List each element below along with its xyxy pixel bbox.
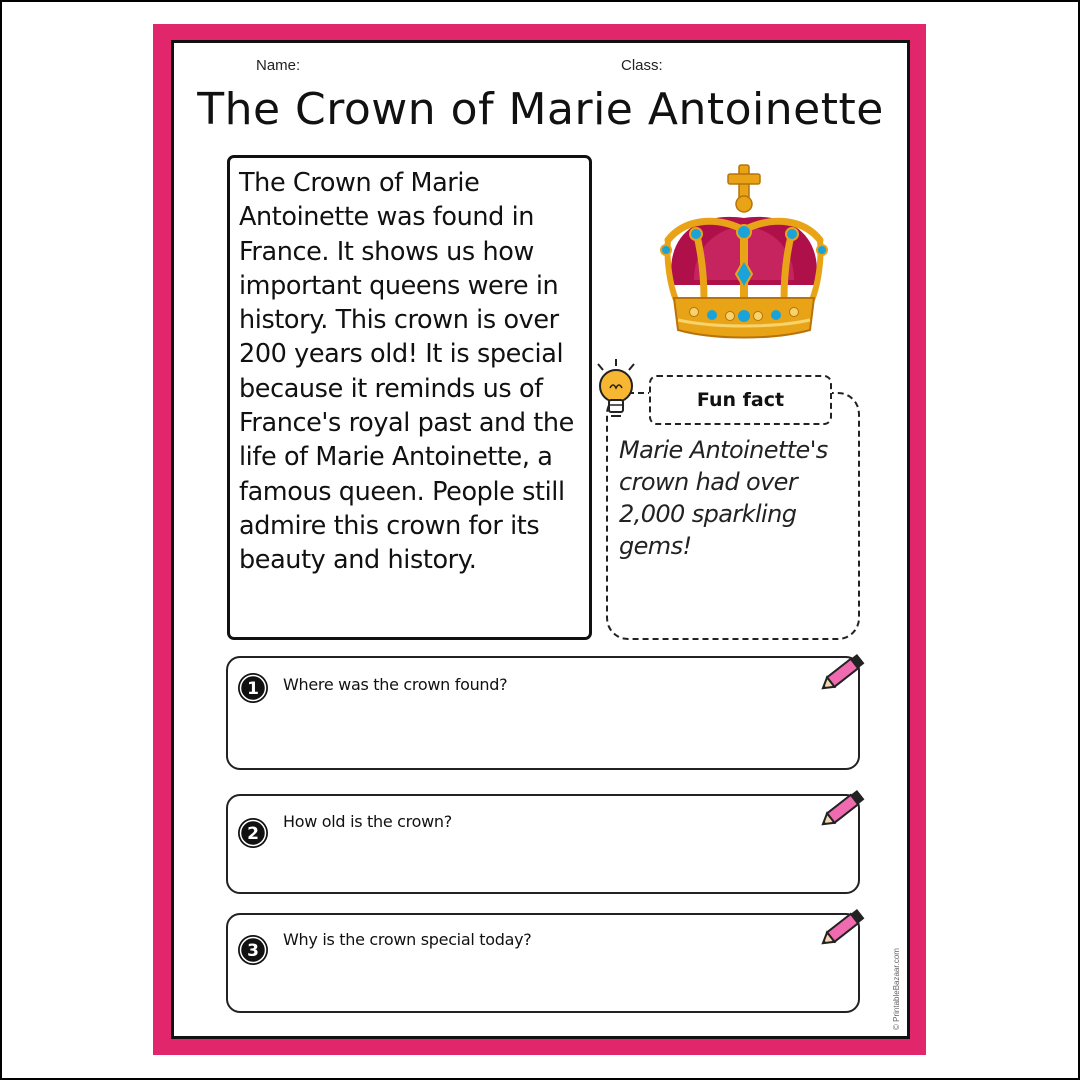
question-answer-box-3[interactable] bbox=[226, 913, 860, 1013]
reading-passage: The Crown of Marie Antoinette was found in France. It shows us how important queens were in history. This crown is over 200 years old! It is special because it reminds us of France's royal past and the life of Marie Antoinette, a famous queen. People still admire this crown for its beauty and history. bbox=[239, 168, 574, 576]
question-number-1: 1 bbox=[247, 679, 259, 699]
question-number-2: 2 bbox=[247, 824, 259, 844]
number-badge-2 bbox=[237, 817, 269, 849]
number-badge-1 bbox=[237, 672, 269, 704]
question-text-3: Why is the crown special today? bbox=[283, 930, 532, 949]
crown-image bbox=[654, 160, 834, 350]
page-title: The Crown of Marie Antoinette bbox=[197, 84, 884, 135]
pencil-icon bbox=[816, 786, 872, 832]
question-text-2: How old is the crown? bbox=[283, 812, 452, 831]
pencil-icon bbox=[816, 650, 872, 696]
fun-fact-text: Marie Antoinette's crown had over 2,000 sparkling gems! bbox=[619, 436, 828, 560]
lightbulb-icon bbox=[592, 358, 640, 422]
question-text-1: Where was the crown found? bbox=[283, 675, 508, 694]
question-answer-box-2[interactable] bbox=[226, 794, 860, 894]
crown-icon bbox=[654, 160, 834, 350]
pencil-icon bbox=[816, 905, 872, 951]
question-number-3: 3 bbox=[247, 941, 259, 961]
watermark: © PrintableBazaar.com bbox=[892, 948, 901, 1030]
question-answer-box-1[interactable] bbox=[226, 656, 860, 770]
number-badge-3 bbox=[237, 934, 269, 966]
reading-passage-box bbox=[227, 155, 592, 640]
name-label: Name: bbox=[256, 57, 301, 74]
class-label: Class: bbox=[621, 57, 663, 74]
fun-fact-heading: Fun fact bbox=[649, 375, 832, 425]
